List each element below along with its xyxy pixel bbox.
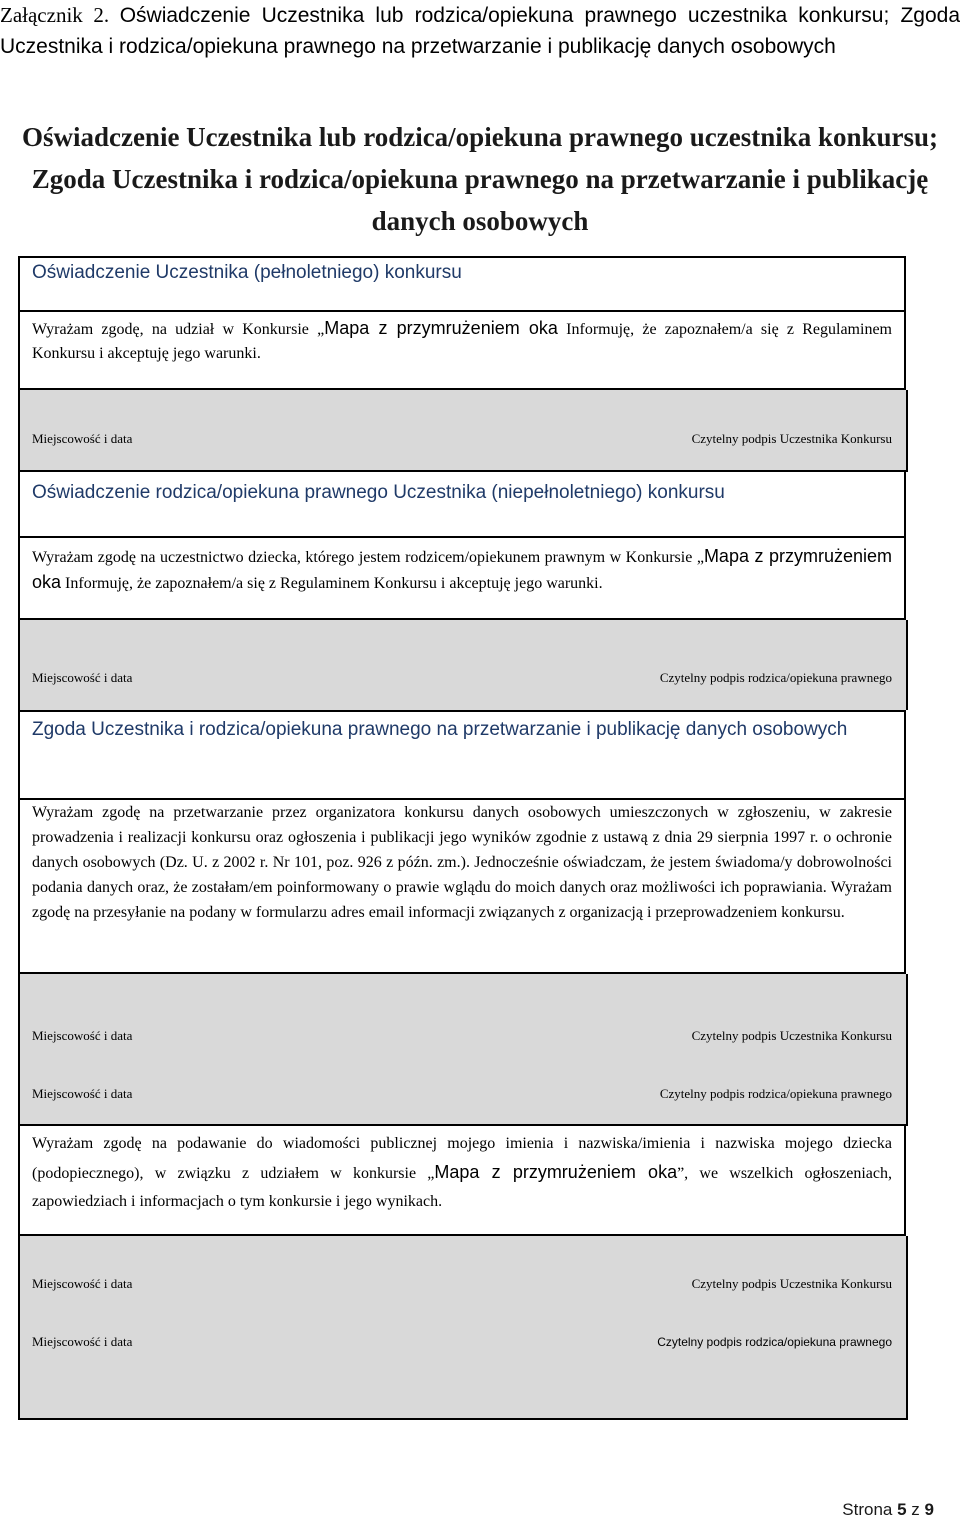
attachment-label: Załącznik 2. [0, 3, 110, 27]
section1-text-a: Wyrażam zgodę, na udział w Konkursie „ [32, 321, 325, 338]
page-number [842, 1500, 934, 1520]
place-date-label: Miejscowość i data [32, 1086, 133, 1101]
signature-label: Czytelny podpis rodzica/opiekuna prawnego [659, 670, 892, 685]
section3-heading-box [18, 710, 906, 800]
attachment-header [0, 0, 960, 62]
section2-signature-area [18, 620, 908, 710]
signature-label: Czytelny podpis Uczestnika Konkursu [691, 1028, 892, 1043]
signature-row [20, 429, 906, 449]
signature-row [20, 1332, 906, 1352]
section4-signature-area [18, 1236, 908, 1420]
section2-heading-box [18, 472, 906, 538]
section2-text-a: Wyrażam zgodę na uczestnictwo dziecka, którego jestem rodzicem/opiekunem prawnym w Konkursie „ [32, 549, 704, 566]
section3-body-box [18, 798, 906, 974]
place-date-label: Miejscowość i data [32, 1334, 133, 1349]
page-of: z [911, 1500, 920, 1519]
signature-label: Czytelny podpis rodzica/opiekuna prawnego [659, 1086, 892, 1101]
page-current: 5 [897, 1500, 907, 1519]
section2-contest: Mapa z przymrużeniem oka [32, 546, 893, 592]
signature-row [20, 668, 906, 688]
section2-body-box [18, 538, 906, 620]
signature-row [20, 1026, 906, 1046]
section1-heading: Oświadczenie Uczestnika (pełnoletniego) konkursu [32, 262, 462, 283]
section1-contest: Mapa z przymrużeniem oka [324, 318, 558, 338]
section4-contest: Mapa z przymrużeniem oka [434, 1162, 678, 1182]
attachment-title: Oświadczenie Uczestnika lub rodzica/opiekuna prawnego uczestnika konkursu; Zgoda Uczestnika i rodzica/opiekuna prawnego na przetwarzanie i publikację danych osobowych [0, 4, 960, 58]
place-date-label: Miejscowość i data [32, 431, 133, 446]
signature-row [20, 1084, 906, 1104]
section4-text-b: ”, we wszelkich ogłoszeniach, zapowiedziach i informacjach o tym konkursie i jego wynikach. [32, 1165, 892, 1210]
page-total: 9 [924, 1500, 934, 1519]
section1-text [20, 310, 904, 366]
section2-text-b: Informuję, że zapoznałem/a się z Regulaminem Konkursu i akceptuję jego warunki. [61, 575, 603, 592]
signature-label: Czytelny podpis Uczestnika Konkursu [691, 1276, 892, 1291]
section4-text-a: Wyrażam zgodę na podawanie do wiadomości publicznej mojego imienia i nazwiska/imienia i nazwiska mojego dziecka (podopiecznego), w związku z udziałem w konkursie „ [32, 1135, 892, 1182]
page-title: Oświadczenie Uczestnika lub rodzica/opiekuna prawnego uczestnika konkursu; Zgoda Uczestnika i rodzica/opiekuna prawnego na przetwarzanie i publikację danych osobowych [21, 122, 939, 236]
section3-text: Wyrażam zgodę na przetwarzanie przez organizatora konkursu danych osobowych umieszczonych w zgłoszeniu, w zakresie prowadzenia i realizacji konkursu oraz ogłoszenia i publikacji jego wyników zgodnie z ustawą z dnia 29 sierpnia 1997 r. o ochronie danych osobowych (Dz. U. z 2002 r. Nr 101, poz. 926 z późn. zm.). Jednocześnie oświadczam, że jestem świadoma/y dobrowolności podania danych oraz, że zostałam/em poinformowany o prawie wglądu do moich danych oraz możliwości ich poprawiania. Wyrażam zgodę na przesyłanie na podany w formularzu adres email informacji związanych z organizacją i przeprowadzeniem konkursu. [32, 804, 892, 921]
section1-heading-box [18, 256, 906, 312]
section1-body-box [18, 310, 906, 390]
section2-heading: Oświadczenie rodzica/opiekuna prawnego Uczestnika (niepełnoletniego) konkursu [32, 482, 725, 503]
page-word: Strona [842, 1500, 893, 1519]
signature-row [20, 1274, 906, 1294]
section4-body-box [18, 1124, 906, 1236]
section3-heading: Zgoda Uczestnika i rodzica/opiekuna prawnego na przetwarzanie i publikację danych osobowych [32, 719, 848, 740]
place-date-label: Miejscowość i data [32, 1028, 133, 1043]
place-date-label: Miejscowość i data [32, 670, 133, 685]
section2-text [20, 538, 904, 596]
section1-text-b: Informuję, że zapoznałem/a się z Regulaminem Konkursu i akceptuję jego warunki. [32, 321, 892, 362]
section3-signature-area [18, 974, 908, 1126]
signature-label: Czytelny podpis rodzica/opiekuna prawnego [657, 1335, 892, 1349]
section4-text [20, 1126, 904, 1216]
signature-label: Czytelny podpis Uczestnika Konkursu [691, 431, 892, 446]
section1-signature-area [18, 390, 908, 472]
place-date-label: Miejscowość i data [32, 1276, 133, 1291]
